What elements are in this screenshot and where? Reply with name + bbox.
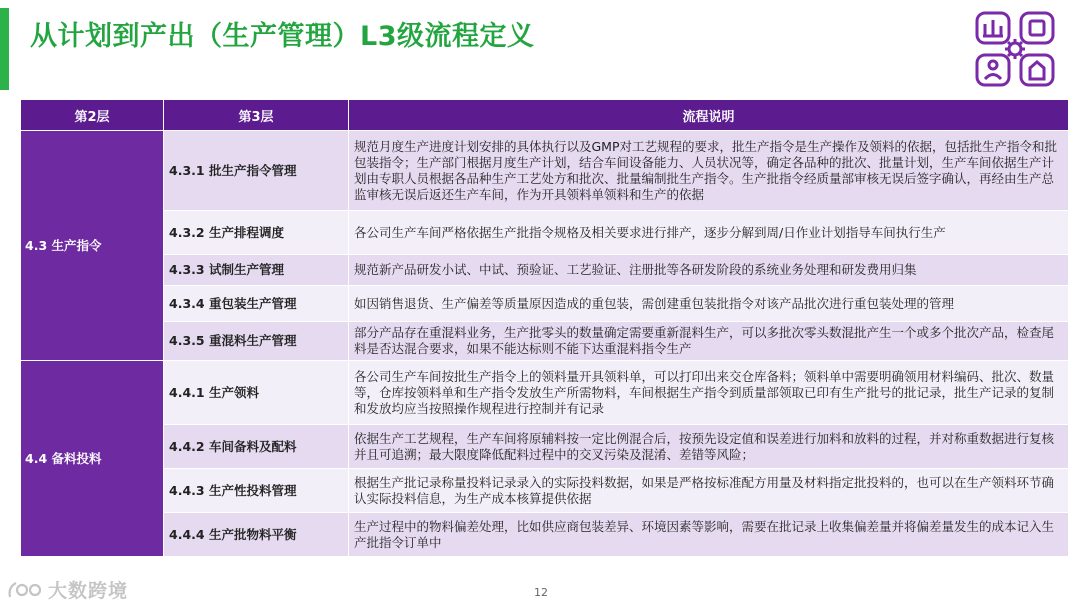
table-row bbox=[21, 322, 1069, 361]
process-definition-table bbox=[20, 99, 1069, 557]
watermark bbox=[6, 576, 128, 603]
title-accent-bar bbox=[0, 8, 9, 90]
level3-cell: 4.3.1 批生产指令管理 bbox=[164, 131, 349, 211]
level3-cell: 4.3.4 重包装生产管理 bbox=[164, 286, 349, 322]
watermark-text: 大数跨境 bbox=[48, 580, 129, 602]
level3-cell: 4.4.3 生产性投料管理 bbox=[164, 469, 349, 513]
level3-cell: 4.4.4 生产批物料平衡 bbox=[164, 513, 349, 557]
level3-cell: 4.3.2 生产排程调度 bbox=[164, 211, 349, 255]
process-gear-logo-icon bbox=[974, 10, 1056, 88]
table-row bbox=[21, 286, 1069, 322]
description-cell: 根据生产批记录称量投料记录录入的实际投料数据，如果是严格按标准配方用量及材料指定批投料的，也可以在生产领料环节确认实际投料信息，为生产成本核算提供依据 bbox=[349, 469, 1069, 513]
table-row bbox=[21, 131, 1069, 211]
table-header-row bbox=[21, 100, 1069, 131]
level3-cell: 4.3.5 重混料生产管理 bbox=[164, 322, 349, 361]
description-cell: 如因销售退货、生产偏差等质量原因造成的重包装，需创建重包装批指令对该产品批次进行重包装处理的管理 bbox=[349, 286, 1069, 322]
watermark-logo-icon bbox=[6, 579, 44, 601]
description-cell: 各公司生产车间严格依据生产批指令规格及相关要求进行排产，逐步分解到周/日作业计划指导车间执行生产 bbox=[349, 211, 1069, 255]
description-cell: 规范月度生产进度计划安排的具体执行以及GMP对工艺规程的要求，批生产指令是生产操作及领料的依据，包括批生产指令和批包装指令；生产部门根据月度生产计划，结合车间设备能力、人员状况等，确定各品种的批次、批量计划，生产车间依据生产计划由专职人员根据各品种生产工艺处方和批次、批量编制批生产指令。生产批指令经质量部审核无误后签字确认，再经由生产总监审核无误后返还生产车间，作为开具领料单领料和生产的依据 bbox=[349, 131, 1069, 211]
table-row bbox=[21, 469, 1069, 513]
description-cell: 生产过程中的物料偏差处理，比如供应商包装差异、环境因素等影响，需要在批记录上收集偏差量并将偏差量发生的成本记入生产批指令订单中 bbox=[349, 513, 1069, 557]
level3-cell: 4.4.2 车间备料及配料 bbox=[164, 425, 349, 469]
table-row bbox=[21, 211, 1069, 255]
header-level2: 第2层 bbox=[21, 100, 164, 131]
description-cell: 依据生产工艺规程，生产车间将原辅料按一定比例混合后，按预先设定值和误差进行加料和放料的过程，并对称重数据进行复核并且可追溯；最大限度降低配料过程中的交叉污染及混淆、差错等风险； bbox=[349, 425, 1069, 469]
table-row bbox=[21, 425, 1069, 469]
table-row bbox=[21, 513, 1069, 557]
page-number: 12 bbox=[534, 586, 548, 599]
table-row bbox=[21, 255, 1069, 286]
description-cell: 规范新产品研发小试、中试、预验证、工艺验证、注册批等各研发阶段的系统业务处理和研发费用归集 bbox=[349, 255, 1069, 286]
level3-cell: 4.3.3 试制生产管理 bbox=[164, 255, 349, 286]
header-description: 流程说明 bbox=[349, 100, 1069, 131]
header-level3: 第3层 bbox=[164, 100, 349, 131]
slide-title: 从计划到产出（生产管理）L3级流程定义 bbox=[30, 21, 535, 52]
level2-cell: 4.4 备料投料 bbox=[21, 361, 164, 557]
level2-cell: 4.3 生产指令 bbox=[21, 131, 164, 361]
description-cell: 部分产品存在重混料业务，生产批零头的数量确定需要重新混料生产，可以多批次零头数混批产生一个或多个批次产品，检查尾料是否达混合要求，如果不能达标则不能下达重混料指令生产 bbox=[349, 322, 1069, 361]
level3-cell: 4.4.1 生产领料 bbox=[164, 361, 349, 425]
table-row bbox=[21, 361, 1069, 425]
description-cell: 各公司生产车间按批生产指令上的领料量开具领料单，可以打印出来交仓库备料；领料单中需要明确领用材料编码、批次、数量等，仓库按领料单和生产指令发放生产所需物料，车间根据生产指令到质量部领取已印有生产批号的批记录，批生产记录的复制和发放均应当按照操作规程进行控制并有记录 bbox=[349, 361, 1069, 425]
